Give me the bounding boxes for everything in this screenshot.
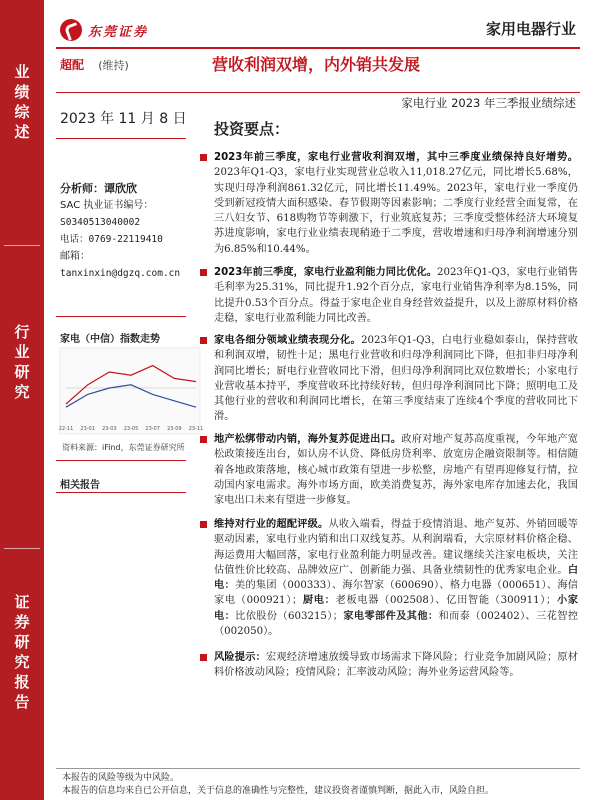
bullet-point-1 — [214, 150, 578, 257]
index-trend-chart — [58, 348, 204, 434]
bullet-body: 2023年Q1-Q3，白电行业稳如泰山，保持营收和利润双增，韧性十足；黑电行业营收和归母净利润同比下降，但扣非归母净利润同比增长；厨电行业营收同比下滑，但归母净利润同比双位数增长；小家电行业营收基本持平，季度营收环比持续好转，但归母净利润同比下降；照明电工及其他行业的营收和利润同比增长，在第三季度结束了连续4个季度的营收同比下滑。 — [214, 335, 578, 423]
pick-text-small-appliance: 比依股份（603215）； — [235, 610, 343, 622]
rating-status: (维持) — [98, 59, 129, 72]
chart-title: 家电（中信）指数走势 — [60, 334, 160, 345]
bullet-body: 2023年Q1-Q3，家电行业实现营业总收入11,018.27亿元，同比增长5.68%，实现归母净利润861.32亿元，同比增长11.49%。2023年，家电行业一季度仍受到新冠疫情大面积感染、春节假期等因素影响；二季度行业经营全面复常，在三八妇女节、618购物节等刺激下，行业筑底复苏；三季度受整体经济大环境复苏进度影响，家电行业业绩表现稍逊于二季度，营收增速和归母净利润增速分别为6.85%和10.44%。 — [214, 167, 578, 255]
header-divider — [56, 47, 580, 49]
footer-risk-level: 本报告的风险等级为中风险。 — [62, 773, 180, 783]
email-label: 邮箱： — [60, 251, 90, 262]
bullet-marker — [200, 654, 207, 661]
bullet-lead: 维持对行业的超配评级。 — [214, 519, 329, 530]
sac-label: SAC 执业证书编号： — [60, 200, 154, 211]
sidebar-divider — [4, 245, 40, 246]
sidebar-section-results — [0, 62, 44, 142]
industry-label: 家用电器行业 — [485, 20, 576, 38]
footer-disclaimer — [62, 772, 494, 798]
pick-text-kitchen: 老板电器（002508）、亿田智能（300911）； — [335, 595, 557, 607]
report-subtitle: 家电行业 2023 年三季报业绩综述 — [401, 96, 576, 110]
analyst-phone: 电话：0769-22119410 — [60, 234, 163, 245]
analyst-email[interactable]: tanxinxin@dgzq.com.cn — [60, 268, 181, 279]
bullet-body: 2023年Q1-Q3，家电行业销售毛利率为25.31%，同比提升1.92个百分点，家电行业销售净利率为8.15%，同比提升0.53个百分点。得益于家电企业自身经营效益提升，以及上游原材料价格走稳，家电行业盈利能力同比改善。 — [214, 267, 578, 324]
rating-label: 超配 — [60, 58, 85, 72]
pick-label-kitchen: 厨电： — [302, 595, 336, 607]
pick-label-small-appliance: 小家电： — [214, 595, 579, 622]
company-logo — [60, 18, 148, 42]
title-divider — [56, 92, 580, 93]
footer-disclaimer-text: 本报告的信息均来自已公开信息，关于信息的准确性与完整性，建议投资者谨慎判断，据此入市，风险自担。 — [62, 786, 495, 796]
chart-x-tick-label: 23-11 — [188, 426, 204, 432]
left-divider — [56, 492, 186, 493]
risk-body: 宏观经济增速放缓导致市场需求下降风险；行业竞争加剧风险；原材料价格波动风险；疫情风险；汇率波动风险；海外业务运营风险等。 — [214, 652, 578, 679]
chart-x-tick-label: 22-11 — [58, 426, 74, 432]
pick-text-white-goods: 美的集团（000333）、海尔智家（600690）、格力电器（000651）、海信家电（000921）； — [214, 580, 578, 607]
chart-x-tick-label: 23-03 — [102, 426, 117, 432]
bullet-body: 从收入端看，得益于疫情消退、地产复苏、外销回暖等驱动因素，家电行业内销和出口双线复苏。从利润端看，大宗原材料价格企稳、海运费用大幅回落，家电行业盈利能力明显改善。建议继续关注家电板块，关注估值性价比较高、品牌效应广、创新能力强、具备业绩韧性的优秀家电企业。 — [214, 519, 578, 576]
bullet-point-2 — [214, 265, 578, 326]
sidebar-section-label: 行业研究 — [14, 323, 30, 401]
bullet-marker — [200, 154, 207, 161]
left-divider — [56, 316, 186, 317]
bullet-point-5 — [214, 517, 578, 639]
pick-label-components: 家电零部件及其他： — [342, 610, 439, 622]
pick-text-components: 和而泰（002402）、三花智控（002050）。 — [214, 610, 579, 638]
left-sidebar — [0, 0, 44, 800]
chart-x-tick-label: 23-05 — [123, 426, 139, 432]
sidebar-section-label: 业绩综述 — [14, 63, 30, 141]
bullet-point-3 — [214, 333, 578, 425]
logo-text: 东莞证券 — [88, 24, 149, 40]
bullet-lead: 2023年前三季度，家电行业营收利润双增，其中三季度业绩保持良好增势。 — [214, 152, 578, 163]
analyst-info — [60, 180, 190, 282]
chart-x-tick-label: 23-09 — [167, 426, 182, 432]
risk-lead: 风险提示： — [214, 652, 267, 663]
report-title: 营收利润双增，内外销共发展 — [212, 55, 421, 74]
bullet-marker — [200, 436, 207, 443]
chart-x-tick-label: 23-01 — [80, 426, 95, 432]
bullet-point-4 — [214, 432, 578, 508]
chart-x-tick-label: 23-07 — [145, 426, 160, 432]
sac-number: S0340513040002 — [60, 217, 141, 228]
sidebar-section-report — [0, 592, 44, 712]
bullet-point-6 — [214, 650, 578, 681]
bullet-marker — [200, 521, 207, 528]
logo-icon — [60, 19, 82, 41]
bullet-marker — [200, 269, 207, 276]
bullet-marker — [200, 337, 207, 344]
left-divider — [56, 460, 186, 461]
pick-label-white-goods: 白电： — [214, 564, 578, 592]
bullet-lead: 家电各细分领域业绩表现分化。 — [214, 335, 362, 346]
analyst-name: 分析师：谭欣欣 — [60, 182, 137, 195]
left-divider — [56, 138, 186, 139]
related-reports-heading: 相关报告 — [60, 480, 100, 491]
footer-divider — [56, 768, 580, 769]
sidebar-section-label: 证券研究报告 — [14, 593, 30, 711]
sidebar-divider — [4, 548, 40, 549]
sidebar-section-industry — [0, 322, 44, 402]
bullet-lead: 2023年前三季度，家电行业盈利能力同比优化。 — [214, 267, 437, 278]
rating-block — [60, 56, 129, 73]
chart-source: 资料来源：iFind，东莞证券研究所 — [62, 443, 185, 452]
report-date: 2023 年 11 月 8 日 — [60, 111, 187, 127]
bullet-lead: 地产松绑带动内销，海外复苏促进出口。 — [214, 434, 402, 445]
bullet-body: 政府对地产复苏高度重视，今年地产宽松政策接连出台，如认房不认贷、降低房贷利率、放宽房企融资限制等。相信随着各地政策落地，核心城市政策有望进一步松整，房地产有望再迎修复行情，拉动国内家电需求。海外市场方面，欧美消费复苏，海外家电库存加速去化，我国家电出口未来有望进一步修复。 — [214, 434, 578, 507]
investment-points-heading: 投资要点： — [214, 120, 290, 138]
